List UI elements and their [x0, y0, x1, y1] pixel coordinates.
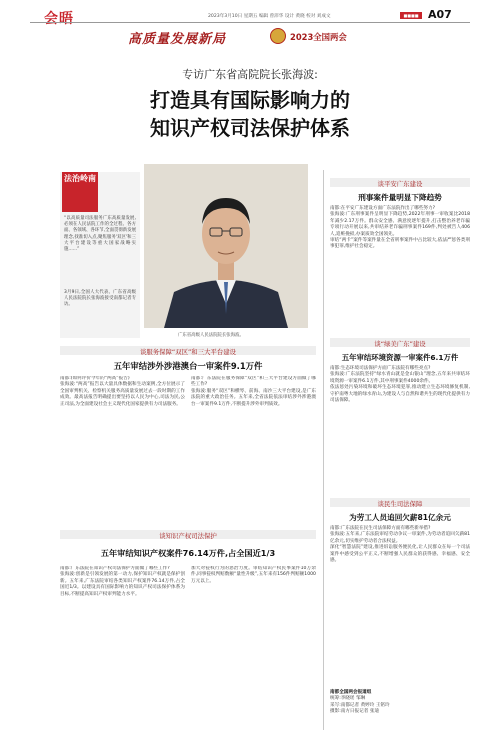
seal-stamp: [62, 172, 98, 212]
banner-title: 高质量发展新局: [128, 32, 227, 47]
lead-headline-line2: 知识产权司法保护体系: [150, 116, 350, 140]
para: 张海波:服务“双区”和横琴、前海、南沙三大平台建设,是广东法院的重大政治任务。五年来,全省法院依法审结涉外涉港澳台一审案件9.1万件,不断提升涉外审判质效。: [191, 388, 316, 407]
para: 依法惩处污染环境和破坏生态环境犯罪,推动建立生态环境修复机制,守护南粤大地的绿水青山,为建设人与自然和谐共生的现代化提供有力司法保障。: [330, 385, 470, 404]
para: 南都:(如何评价今年的“两高”报告): [60, 376, 130, 381]
national-emblem-icon: [270, 28, 286, 44]
credits-line: 采写:南都记者 黄婷玲 王铭玲: [330, 702, 390, 708]
section-label: 会晤: [44, 11, 74, 27]
headline-safety: 刑事案件量明显下降趋势: [358, 193, 442, 202]
para: 深化“智慧法院”建设,推进诉讼服务便民化,让人民群众在每一个司法案件中感受到公平正义,不断增强人民群众的获得感、幸福感、安全感。: [330, 545, 470, 564]
dateline: 2023年3月10日 星期五 编辑 曾沛华 设计 黄晓 校对 刘成文: [208, 14, 331, 19]
headline-dual-zone: 五年审结涉外涉港澳台一审案件9.1万件: [113, 361, 263, 371]
para: 张海波:广东法院坚持“绿水青山就是金山银山”理念,五年来共审结环境资源一审案件6.1万件,其中刑事案件4000余件。: [330, 372, 470, 384]
article-ip: [60, 566, 316, 736]
photo-caption: 广东省高级人民法院院长张海波。: [178, 333, 244, 338]
credits-line: 统筹:李晓瑶 邹琳: [330, 696, 366, 702]
headline-livelihood: 为劳工人员追回欠薪81亿余元: [349, 513, 451, 522]
masthead: [0, 0, 500, 56]
section-title-ip: 谈知识产权司法保护: [159, 532, 217, 540]
headline-ip: 五年审结知识产权案件76.14万件,占全国近1/3: [100, 548, 276, 558]
event-label: 2023全国两会: [290, 32, 347, 42]
section-title-safety: 谈平安广东建设: [377, 180, 423, 188]
credits-line: 南都全国两会报道组: [330, 690, 372, 695]
credits: [330, 690, 470, 716]
lead-headline-line1: 打造具有国际影响力的: [150, 88, 350, 112]
quote-text: “以高质量司法服务广东高质量发展,必须在人民法院工作的全过程、各方面、各领域、各环节,全面贯彻新发展理念,找准切入点,聚焦服务'双区'和三大平台建设等重大国家战略实施……”: [64, 216, 136, 253]
para: 加大对侵权行为的惩治力度。审结知识产权民事案件10万余件,同事侵权判赔数额“量性升级”,五年来有156件判赔额1000万元以上。: [191, 566, 316, 584]
section-title-livelihood: 谈民生司法保障: [377, 500, 423, 508]
para: 南都:广东法院在民生司法保障方面有哪些新举措?: [330, 526, 431, 531]
para: 张海波:创新是引领发展的第一动力,保护知识产权就是保护创新。五年来,广东法院审结各类知识产权案件76.14万件,占全国近1/3。以建设具有国际影响力的知识产权司法保护体系为目标,不断提高知识产权审判能力水平。: [60, 572, 185, 597]
para: 南都:广东法院在知识产权司法保护方面做了哪些工作?: [60, 566, 170, 571]
nandu-logo: ■■■■: [400, 12, 422, 19]
section-title-green: 谈“绿美广东”建设: [374, 340, 426, 348]
para: 审结“两卡”案件等案件量在全省刑事案件中占比较大,依法严惩各类刑事犯罪,维护社会稳定。: [330, 238, 470, 250]
section-title-dual-zone: 谈服务保障“双区”和三大平台建设: [139, 348, 237, 356]
article-dual-zone: [60, 376, 316, 480]
para: 张海波:五年来,广东法院审结劳动争议一审案件,为劳动者追回欠薪81亿余元,切实维护劳动者合法权益。: [330, 532, 470, 544]
page-number: A07: [428, 8, 452, 21]
credits-line: 摄影:南方日报记者 张迪: [330, 709, 379, 715]
article-safety: [330, 206, 470, 251]
lead-kicker: 专访广东省高院院长张海波:: [182, 68, 318, 81]
article-livelihood: [330, 526, 470, 564]
seal-text: 法治岭南: [64, 173, 96, 183]
article-green: [330, 366, 470, 404]
intro-text: 3月9日,全国人大代表、广东省高级人民法院院长张海波接受南都记者专访。: [64, 290, 136, 308]
quote-box: [60, 172, 140, 338]
para: 张海波:“两高”报告以大量具体数据和生动案例,全方位展示了全国审判机关、检察机关服务高质量发展过去一段时期的工作成效。最高法报告明确提出要坚持以人民为中心,司法为民,公正司法,为全面建设社会主义现代化国家提供有力司法服务。: [60, 382, 185, 407]
headline-green: 五年审结环境资源一审案件6.1万件: [341, 353, 459, 362]
portrait-illustration: [144, 164, 308, 328]
para: 张海波:广东刑事案件呈明显下降趋势,2022年刑事一审收案比2018年减少2.17万件。群众安全感、满意度逐年提升,打击整治养老诈骗专项行动开展以来,共审结养老诈骗刑事案件169件,判处被告人406人,追赃挽损,办案质效全国领先。: [330, 212, 470, 237]
para: 南都:生态环境司法保护方面广东法院有哪些亮点?: [330, 366, 431, 371]
para: 南都:在平安广东建设方面广东法院作出了哪些努力?: [330, 206, 436, 211]
para: 南都:广东法院在服务保障“双区”和三大平台建设方面做了哪些工作?: [191, 376, 316, 388]
portrait-photo: [144, 164, 308, 328]
